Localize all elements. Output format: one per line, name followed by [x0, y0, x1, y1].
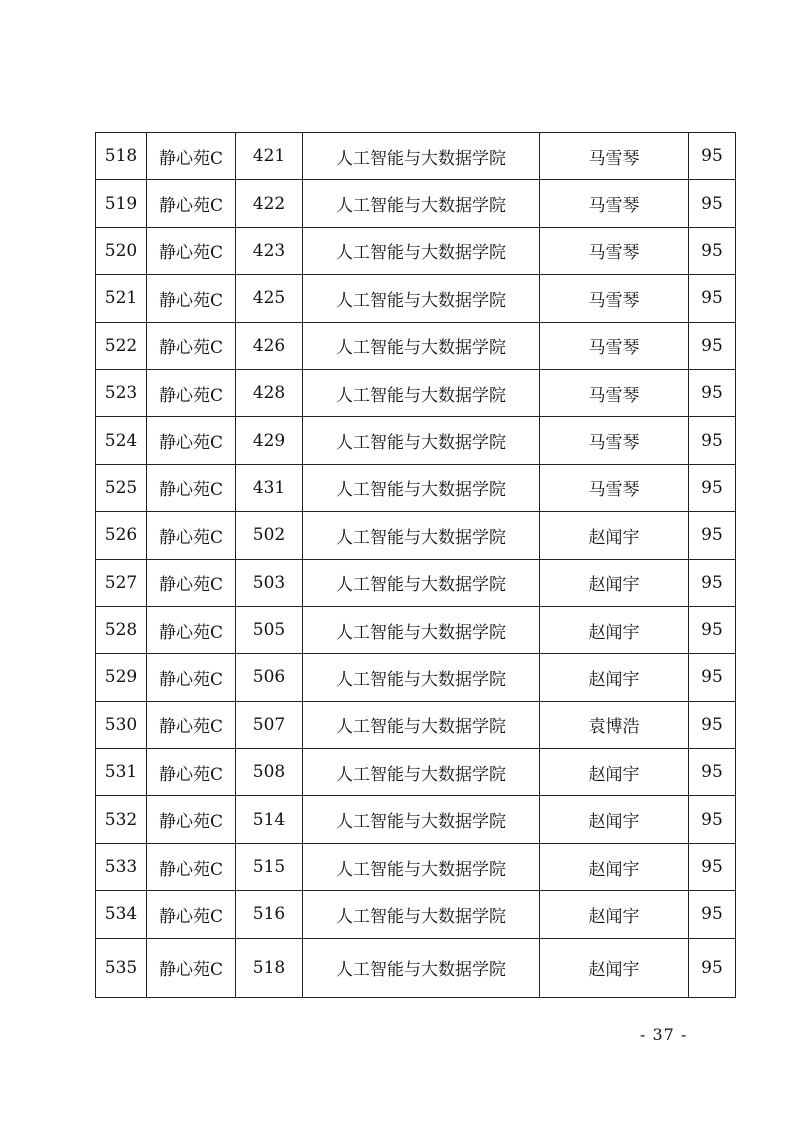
- room-cell: 423: [236, 227, 303, 274]
- college-cell: 人工智能与大数据学院: [303, 133, 540, 180]
- building-cell: 静心苑C: [147, 891, 236, 938]
- dormitory-table: [95, 132, 736, 998]
- building-cell: 静心苑C: [147, 322, 236, 369]
- college-cell: 人工智能与大数据学院: [303, 180, 540, 227]
- table-row: [96, 749, 736, 796]
- row-number-cell: 520: [96, 227, 147, 274]
- building-cell: 静心苑C: [147, 369, 236, 416]
- table-row: [96, 559, 736, 606]
- score-cell: 95: [689, 559, 736, 606]
- building-cell: 静心苑C: [147, 512, 236, 559]
- table-row: [96, 133, 736, 180]
- room-cell: 422: [236, 180, 303, 227]
- score-cell: 95: [689, 133, 736, 180]
- table-row: [96, 322, 736, 369]
- name-cell: 马雪琴: [540, 369, 689, 416]
- college-cell: 人工智能与大数据学院: [303, 606, 540, 653]
- room-cell: 426: [236, 322, 303, 369]
- row-number-cell: 521: [96, 275, 147, 322]
- row-number-cell: 534: [96, 891, 147, 938]
- table-body: [96, 133, 736, 998]
- building-cell: 静心苑C: [147, 606, 236, 653]
- college-cell: 人工智能与大数据学院: [303, 843, 540, 890]
- table-row: [96, 464, 736, 511]
- college-cell: 人工智能与大数据学院: [303, 227, 540, 274]
- room-cell: 516: [236, 891, 303, 938]
- table-row: [96, 227, 736, 274]
- table-row: [96, 938, 736, 997]
- college-cell: 人工智能与大数据学院: [303, 512, 540, 559]
- score-cell: 95: [689, 227, 736, 274]
- table-row: [96, 701, 736, 748]
- table-row: [96, 275, 736, 322]
- score-cell: 95: [689, 654, 736, 701]
- score-cell: 95: [689, 464, 736, 511]
- building-cell: 静心苑C: [147, 180, 236, 227]
- room-cell: 429: [236, 417, 303, 464]
- score-cell: 95: [689, 606, 736, 653]
- name-cell: 袁博浩: [540, 701, 689, 748]
- building-cell: 静心苑C: [147, 654, 236, 701]
- row-number-cell: 525: [96, 464, 147, 511]
- table-row: [96, 843, 736, 890]
- college-cell: 人工智能与大数据学院: [303, 559, 540, 606]
- room-cell: 428: [236, 369, 303, 416]
- name-cell: 赵闻宇: [540, 606, 689, 653]
- college-cell: 人工智能与大数据学院: [303, 701, 540, 748]
- room-cell: 507: [236, 701, 303, 748]
- room-cell: 514: [236, 796, 303, 843]
- name-cell: 赵闻宇: [540, 749, 689, 796]
- score-cell: 95: [689, 322, 736, 369]
- room-cell: 421: [236, 133, 303, 180]
- table-row: [96, 606, 736, 653]
- score-cell: 95: [689, 369, 736, 416]
- building-cell: 静心苑C: [147, 133, 236, 180]
- college-cell: 人工智能与大数据学院: [303, 464, 540, 511]
- building-cell: 静心苑C: [147, 701, 236, 748]
- table-row: [96, 417, 736, 464]
- table-row: [96, 654, 736, 701]
- row-number-cell: 532: [96, 796, 147, 843]
- building-cell: 静心苑C: [147, 227, 236, 274]
- college-cell: 人工智能与大数据学院: [303, 749, 540, 796]
- row-number-cell: 533: [96, 843, 147, 890]
- college-cell: 人工智能与大数据学院: [303, 796, 540, 843]
- name-cell: 赵闻宇: [540, 938, 689, 997]
- name-cell: 马雪琴: [540, 275, 689, 322]
- name-cell: 赵闻宇: [540, 796, 689, 843]
- room-cell: 515: [236, 843, 303, 890]
- row-number-cell: 519: [96, 180, 147, 227]
- name-cell: 马雪琴: [540, 133, 689, 180]
- table-row: [96, 796, 736, 843]
- name-cell: 赵闻宇: [540, 654, 689, 701]
- name-cell: 赵闻宇: [540, 512, 689, 559]
- college-cell: 人工智能与大数据学院: [303, 938, 540, 997]
- room-cell: 502: [236, 512, 303, 559]
- table-wrapper: [95, 132, 735, 998]
- row-number-cell: 526: [96, 512, 147, 559]
- name-cell: 马雪琴: [540, 322, 689, 369]
- row-number-cell: 529: [96, 654, 147, 701]
- building-cell: 静心苑C: [147, 275, 236, 322]
- row-number-cell: 535: [96, 938, 147, 997]
- table-row: [96, 369, 736, 416]
- room-cell: 503: [236, 559, 303, 606]
- room-cell: 506: [236, 654, 303, 701]
- score-cell: 95: [689, 180, 736, 227]
- score-cell: 95: [689, 749, 736, 796]
- page-number: - 37 -: [640, 1025, 688, 1044]
- room-cell: 505: [236, 606, 303, 653]
- building-cell: 静心苑C: [147, 559, 236, 606]
- name-cell: 马雪琴: [540, 227, 689, 274]
- score-cell: 95: [689, 843, 736, 890]
- score-cell: 95: [689, 891, 736, 938]
- building-cell: 静心苑C: [147, 464, 236, 511]
- building-cell: 静心苑C: [147, 417, 236, 464]
- room-cell: 518: [236, 938, 303, 997]
- building-cell: 静心苑C: [147, 843, 236, 890]
- row-number-cell: 531: [96, 749, 147, 796]
- name-cell: 赵闻宇: [540, 891, 689, 938]
- score-cell: 95: [689, 796, 736, 843]
- row-number-cell: 522: [96, 322, 147, 369]
- name-cell: 马雪琴: [540, 464, 689, 511]
- name-cell: 赵闻宇: [540, 559, 689, 606]
- row-number-cell: 528: [96, 606, 147, 653]
- college-cell: 人工智能与大数据学院: [303, 654, 540, 701]
- table-row: [96, 180, 736, 227]
- name-cell: 马雪琴: [540, 180, 689, 227]
- room-cell: 508: [236, 749, 303, 796]
- name-cell: 马雪琴: [540, 417, 689, 464]
- building-cell: 静心苑C: [147, 938, 236, 997]
- score-cell: 95: [689, 275, 736, 322]
- row-number-cell: 530: [96, 701, 147, 748]
- college-cell: 人工智能与大数据学院: [303, 322, 540, 369]
- row-number-cell: 527: [96, 559, 147, 606]
- table-row: [96, 512, 736, 559]
- college-cell: 人工智能与大数据学院: [303, 275, 540, 322]
- table-row: [96, 891, 736, 938]
- score-cell: 95: [689, 512, 736, 559]
- score-cell: 95: [689, 417, 736, 464]
- building-cell: 静心苑C: [147, 796, 236, 843]
- score-cell: 95: [689, 701, 736, 748]
- building-cell: 静心苑C: [147, 749, 236, 796]
- row-number-cell: 523: [96, 369, 147, 416]
- row-number-cell: 524: [96, 417, 147, 464]
- college-cell: 人工智能与大数据学院: [303, 891, 540, 938]
- room-cell: 431: [236, 464, 303, 511]
- score-cell: 95: [689, 938, 736, 997]
- name-cell: 赵闻宇: [540, 843, 689, 890]
- college-cell: 人工智能与大数据学院: [303, 369, 540, 416]
- room-cell: 425: [236, 275, 303, 322]
- college-cell: 人工智能与大数据学院: [303, 417, 540, 464]
- row-number-cell: 518: [96, 133, 147, 180]
